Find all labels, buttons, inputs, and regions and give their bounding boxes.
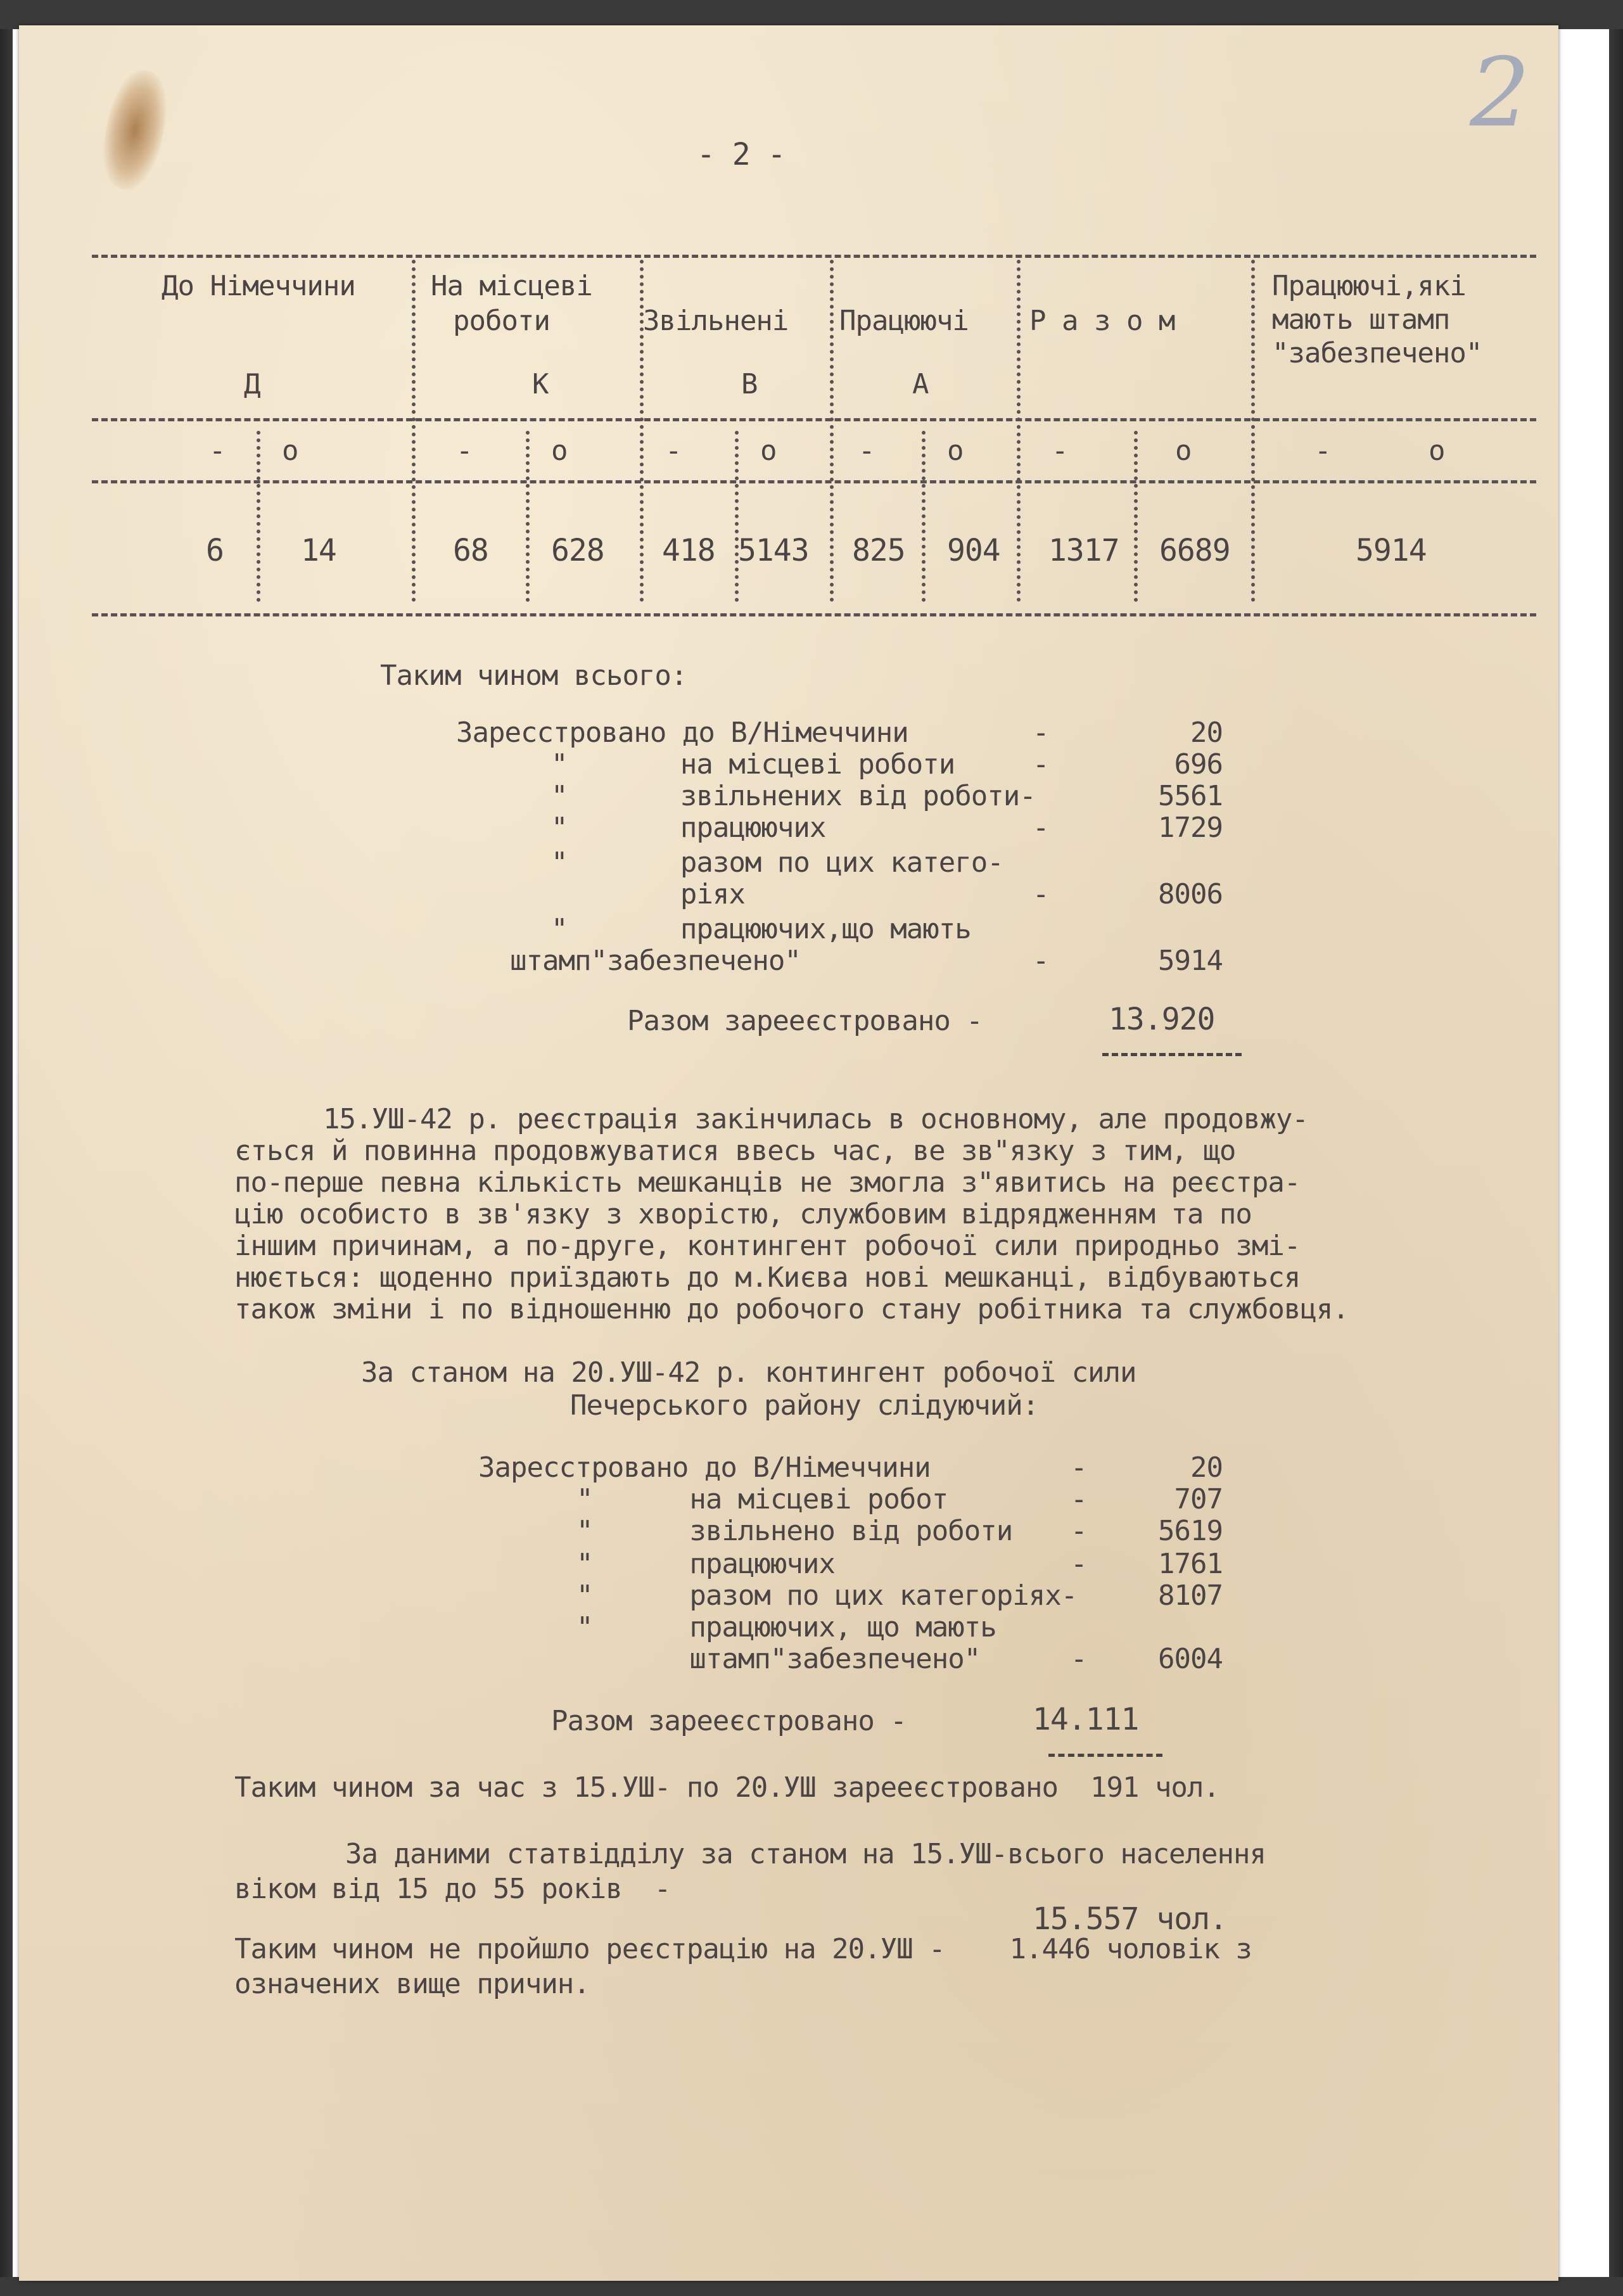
table-rule-top xyxy=(92,255,1536,258)
header-released: Звільнені xyxy=(643,305,789,337)
summary1-label: ріях xyxy=(551,878,745,910)
paragraph1-line: по-перше певна кількість мешканців не змогла з"явитись на реєстра- xyxy=(234,1166,1301,1199)
table-rule-bottom xyxy=(92,613,1536,616)
summary1-value: 5914 xyxy=(1158,945,1223,977)
summary1-dash: - xyxy=(1033,945,1049,977)
header-stamp-3: "забезпечено" xyxy=(1272,337,1482,369)
summary1-total-label: Разом зарееєстровано - xyxy=(627,1005,983,1037)
summary2-dash: - xyxy=(1071,1483,1087,1515)
summary2-value: 5619 xyxy=(1158,1515,1223,1547)
summary1-value: 5561 xyxy=(1158,780,1223,812)
summary2-total-label: Разом зарееєстровано - xyxy=(551,1705,907,1737)
header-letter-d: Д xyxy=(244,368,260,400)
summary1-dash: - xyxy=(1033,748,1049,781)
page-number: - 2 - xyxy=(697,137,786,172)
paragraph1-line: цію особисто в зв'язку з хворістю, службовим відрядженням та по xyxy=(234,1198,1252,1230)
sub-cell: - xyxy=(456,435,473,467)
summary1-value: 20 xyxy=(1190,717,1223,749)
value-working-a: 825 xyxy=(852,533,905,568)
paragraph2-line: Печерського району слідуючий: xyxy=(570,1389,1039,1422)
sub-cell: о xyxy=(551,435,568,467)
sub-cell: - xyxy=(209,435,226,467)
summary2-value: 707 xyxy=(1174,1483,1223,1515)
summary1-label: " звільнених від роботи- xyxy=(551,780,1036,812)
column-separator xyxy=(1134,431,1138,602)
final-line: означених вище причин. xyxy=(234,1968,590,2000)
summary2-label: " звільнено від роботи xyxy=(576,1515,1013,1547)
summary1-total-underline xyxy=(1102,1053,1242,1056)
column-separator xyxy=(1017,260,1021,602)
header-stamp: Працюючі,які xyxy=(1272,270,1466,302)
summary2-label: Заресстровано до В/Німеччини xyxy=(478,1451,931,1484)
period-line: Таким чином за час з 15.УШ- по 20.УШ зарееєстровано 191 чол. xyxy=(234,1771,1219,1804)
summary1-dash: - xyxy=(1033,812,1049,844)
value-total-dash: 1317 xyxy=(1048,533,1119,568)
column-separator xyxy=(735,431,739,602)
header-working: Працюючі xyxy=(839,305,969,337)
summary2-label: " на місцеві робот xyxy=(576,1483,948,1515)
paragraph1-line: іншим причинам, а по-друге, контингент робочої сили природньо змі- xyxy=(234,1230,1301,1262)
value-local-k: 68 xyxy=(453,533,488,568)
population-value: 15.557 чол. xyxy=(1033,1901,1227,1937)
summary2-value: 6004 xyxy=(1158,1643,1223,1675)
header-total: Р а з о м xyxy=(1029,305,1175,337)
table-rule-header xyxy=(92,418,1536,421)
summary2-label: " працюючих, що мають xyxy=(576,1611,996,1643)
summary2-label: штамп"забезпечено" xyxy=(576,1643,981,1675)
summary1-dash: - xyxy=(1033,878,1049,910)
summary2-total-underline xyxy=(1048,1754,1162,1757)
header-letter-a: А xyxy=(912,368,929,400)
summary1-value: 8006 xyxy=(1158,878,1223,910)
summary2-value: 8107 xyxy=(1158,1579,1223,1612)
sub-cell: - xyxy=(858,435,875,467)
sub-cell: о xyxy=(1429,435,1445,467)
paragraph3-line: віком від 15 до 55 років - xyxy=(234,1873,671,1905)
summary1-label: штамп"забезпечено" xyxy=(510,945,801,977)
sub-cell: о xyxy=(947,435,964,467)
summary1-label: " на місцеві роботи xyxy=(551,748,955,781)
paragraph1-line: ється й повинна продовжуватися ввесь час, ве зв"язку з тим, що xyxy=(234,1135,1236,1167)
value-released-v: 418 xyxy=(662,533,715,568)
header-local-work-2: роботи xyxy=(453,305,550,337)
value-working-o: 904 xyxy=(947,533,1000,568)
summary2-value: 1761 xyxy=(1158,1548,1223,1580)
handwritten-page-number: 2 xyxy=(1470,38,1531,148)
value-germany-d: 6 xyxy=(206,533,224,568)
sub-cell: о xyxy=(282,435,298,467)
paragraph1-line: нюється: щоденно приїздають до м.Києва нові мешканці, відбуваються xyxy=(234,1261,1301,1294)
value-germany-o: 14 xyxy=(301,533,336,568)
paragraph1-line: також зміни і по відношенню до робочого стану робітника та службовця. xyxy=(234,1293,1349,1325)
summary1-label: " працюючих xyxy=(551,812,826,844)
summary2-label: " працюючих xyxy=(576,1548,835,1580)
summary2-dash: - xyxy=(1071,1548,1087,1580)
sub-cell: - xyxy=(1314,435,1331,467)
column-separator xyxy=(526,431,530,602)
column-separator xyxy=(830,260,834,602)
summary1-total-value: 13.920 xyxy=(1109,1002,1215,1037)
summary1-heading: Таким чином всього: xyxy=(380,660,687,692)
column-separator xyxy=(412,260,416,602)
paragraph3-line: За даними статвідділу за станом на 15.УШ-всього населення xyxy=(345,1838,1266,1870)
header-local-work: На місцеві xyxy=(431,270,592,302)
summary2-value: 20 xyxy=(1190,1451,1223,1484)
column-separator xyxy=(257,431,260,602)
summary1-label: " разом по цих катего- xyxy=(551,846,1003,879)
value-local-o: 628 xyxy=(551,533,604,568)
value-total-o: 6689 xyxy=(1159,533,1230,568)
header-letter-k: К xyxy=(532,368,549,400)
header-germany: До Німеччини xyxy=(162,270,355,302)
sub-cell: - xyxy=(1052,435,1068,467)
column-separator xyxy=(1251,260,1255,602)
paragraph1-line: 15.УШ-42 р. реєстрація закінчилась в основному, але продовжу- xyxy=(323,1103,1308,1135)
summary1-value: 696 xyxy=(1174,748,1223,781)
sub-cell: - xyxy=(665,435,682,467)
summary2-dash: - xyxy=(1071,1515,1087,1547)
final-line: Таким чином не пройшло реєстрацію на 20.УШ - 1.446 чоловік з xyxy=(234,1933,1252,1965)
header-stamp-2: мають штамп xyxy=(1272,303,1450,336)
header-letter-v: В xyxy=(741,368,758,400)
value-stamp: 5914 xyxy=(1356,533,1427,568)
summary1-label: " працюючих,що мають xyxy=(551,913,971,945)
summary1-label: Заресстровано до В/Німеччини xyxy=(456,717,908,749)
summary2-label: " разом по цих категоріях- xyxy=(576,1579,1078,1612)
paragraph2-line: За станом на 20.УШ-42 р. контингент робочої сили xyxy=(361,1356,1136,1389)
summary1-value: 1729 xyxy=(1158,812,1223,844)
summary2-total-value: 14.111 xyxy=(1033,1702,1139,1737)
summary2-dash: - xyxy=(1071,1643,1087,1675)
table-rule-sub xyxy=(92,480,1536,483)
sub-cell: о xyxy=(760,435,777,467)
summary1-dash: - xyxy=(1033,717,1049,749)
sub-cell: о xyxy=(1175,435,1192,467)
summary2-dash: - xyxy=(1071,1451,1087,1484)
column-separator xyxy=(922,431,926,602)
value-released-o: 5143 xyxy=(738,533,809,568)
